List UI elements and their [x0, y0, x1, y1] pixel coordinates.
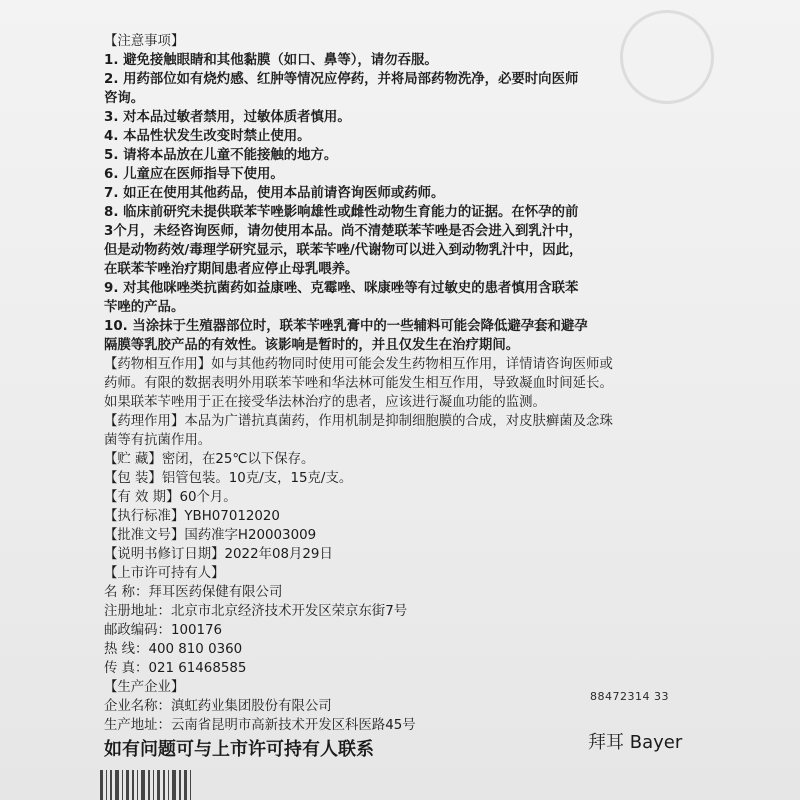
standard-value: YBH07012020	[184, 509, 280, 524]
manufacturer-label: 企业名称：	[104, 699, 171, 714]
pharmacology-row	[104, 412, 613, 431]
pharmacology-text: 本品为广谱抗真菌药，作用机制是抑制细胞膜的合成，对皮肤癣菌及念珠	[184, 414, 613, 429]
precaution-line: 4. 本品性状发生改变时禁止使用。	[104, 129, 311, 144]
manufacturer-value: 滇虹药业集团股份有限公司	[170, 699, 332, 714]
precaution-line: 苄唑的产品。	[104, 300, 185, 315]
storage-heading: 【贮 藏】	[104, 452, 162, 467]
manufacturer-heading: 【生产企业】	[104, 680, 185, 695]
holder-value: 拜耳医药保健有限公司	[148, 585, 283, 600]
approval-value: 国药准字H20003009	[184, 528, 317, 543]
holder-value: 100176	[170, 623, 223, 638]
revision-row	[104, 545, 333, 564]
precaution-line: 10. 当涂抹于生殖器部位时，联苯苄唑乳膏中的一些辅料可能会降低避孕套和避孕	[104, 319, 588, 334]
precaution-line: 8. 临床前研究未提供联苯苄唑影响雄性或雌性动物生育能力的证据。在怀孕的前	[104, 205, 579, 220]
package-heading: 【包 装】	[104, 471, 162, 486]
precaution-line: 9. 对其他咪唑类抗菌药如益康唑、克霉唑、咪康唑等有过敏史的患者慎用含联苯	[104, 281, 579, 296]
holder-row	[104, 602, 407, 621]
holder-row	[104, 583, 282, 602]
precaution-line: 2. 用药部位如有烧灼感、红肿等情况应停药，并将局部药物洗净，必要时向医师	[104, 72, 579, 87]
interaction-line: 如果联苯苄唑用于正在接受华法林治疗的患者，应该进行凝血功能的监测。	[104, 395, 546, 410]
holder-row	[104, 621, 222, 640]
holder-label: 热 线：	[104, 642, 149, 657]
bayer-cross-watermark	[620, 10, 714, 104]
approval-row	[104, 526, 316, 545]
holder-label: 传 真：	[104, 661, 149, 676]
pharmacology-heading: 【药理作用】	[104, 414, 185, 429]
storage-row	[104, 450, 314, 469]
precaution-line: 在联苯苄唑治疗期间患者应停止母乳喂养。	[104, 262, 359, 277]
package-value: 铝管包装。10克/支，15克/支。	[161, 471, 353, 486]
validity-row	[104, 488, 237, 507]
precaution-line: 咨询。	[104, 91, 145, 106]
manufacturer-value: 云南省昆明市高新技术开发区科医路45号	[170, 718, 416, 733]
precaution-line: 但是动物药效/毒理学研究显示，联苯苄唑/代谢物可以进入到动物乳汁中，因此，	[104, 243, 583, 258]
precaution-line: 3. 对本品过敏者禁用，过敏体质者慎用。	[104, 110, 351, 125]
validity-value: 60个月。	[179, 490, 237, 505]
precaution-line: 隔膜等乳胶产品的有效性。该影响是暂时的，并且仅发生在治疗期间。	[104, 338, 520, 353]
pharmacology-line: 菌等有抗菌作用。	[104, 433, 212, 448]
validity-heading: 【有 效 期】	[104, 490, 180, 505]
precaution-line: 3个月，未经咨询医师，请勿使用本品。尚不清楚联苯苄唑是否会进入到乳汁中，	[104, 224, 582, 239]
holder-value: 北京市北京经济技术开发区荣京东街7号	[170, 604, 408, 619]
contact-notice: 如有问题可与上市许可持有人联系	[104, 739, 374, 760]
manufacturer-row	[104, 697, 332, 716]
holder-value: 021 61468585	[148, 661, 247, 676]
holder-row	[104, 640, 242, 659]
holder-value: 400 810 0360	[148, 642, 243, 657]
precaution-line: 7. 如正在使用其他药品，使用本品前请咨询医师或药师。	[104, 186, 445, 201]
interaction-line: 药师。有限的数据表明外用联苯苄唑和华法林可能发生相互作用，导致凝血时间延长。	[104, 376, 613, 391]
manufacturer-label: 生产地址：	[104, 718, 171, 733]
approval-heading: 【批准文号】	[104, 528, 185, 543]
precautions-heading: 【注意事项】	[104, 34, 185, 49]
precaution-line: 5. 请将本品放在儿童不能接触的地方。	[104, 148, 338, 163]
precaution-line: 6. 儿童应在医师指导下使用。	[104, 167, 284, 182]
revision-heading: 【说明书修订日期】	[104, 547, 225, 562]
standard-heading: 【执行标准】	[104, 509, 185, 524]
storage-value: 密闭，在25℃以下保存。	[161, 452, 315, 467]
holder-label: 名 称：	[104, 585, 149, 600]
holder-label: 邮政编码：	[104, 623, 171, 638]
print-code: 88472314 33	[590, 690, 669, 703]
brand-name: 拜耳 Bayer	[588, 732, 683, 753]
precaution-line: 1. 避免接触眼睛和其他黏膜（如口、鼻等），请勿吞服。	[104, 53, 438, 68]
holder-label: 注册地址：	[104, 604, 171, 619]
revision-value: 2022年08月29日	[224, 547, 333, 562]
interaction-text: 如与其他药物同时使用可能会发生药物相互作用，详情请咨询医师或	[211, 357, 613, 372]
holder-heading: 【上市许可持有人】	[104, 566, 225, 581]
holder-row	[104, 659, 246, 678]
interaction-row	[104, 355, 613, 374]
manufacturer-row	[104, 716, 416, 735]
interaction-heading: 【药物相互作用】	[104, 357, 212, 372]
package-row	[104, 469, 352, 488]
barcode	[100, 770, 680, 800]
standard-row	[104, 507, 280, 526]
